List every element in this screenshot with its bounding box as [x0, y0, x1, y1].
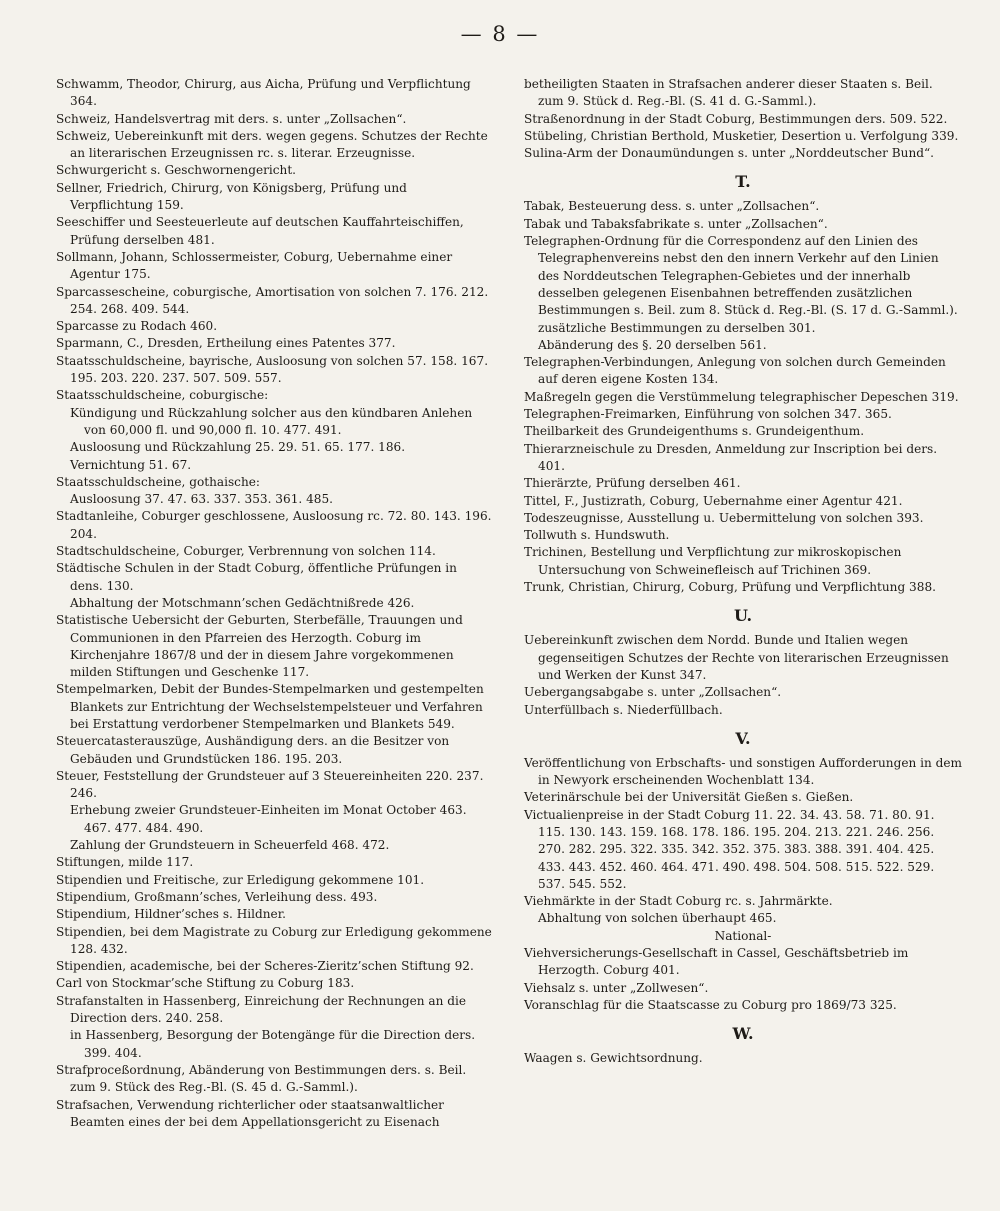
index-entry: Stipendien und Freitische, zur Erledigung gekommene 101. — [56, 872, 425, 887]
section-letter: T. — [735, 172, 751, 192]
index-entry: Stübeling, Christian Berthold, Musketier, Desertion u. Verfolgung 339. — [524, 128, 959, 143]
index-entry: Sparmann, C., Dresden, Ertheilung eines Patentes 377. — [56, 336, 396, 351]
index-entry: Tabak, Besteuerung dess. s. unter „Zollsachen“. — [524, 199, 820, 214]
index-entry: Trichinen, Bestellung und Verpflichtung zur mikroskopischen Untersuchung von Schweinefleisch auf Trichinen 369. — [524, 545, 902, 577]
index-subentry: Zahlung der Grundsteuern in Scheuerfeld 468. 472. — [70, 838, 390, 853]
index-entry: Stipendien, bei dem Magistrate zu Coburg zur Erledigung gekommene 128. 432. — [56, 924, 492, 956]
index-entry: Tittel, F., Justizrath, Coburg, Uebernahme einer Agentur 421. — [524, 493, 903, 508]
index-entry: Staatsschuldscheine, gothaische: — [56, 474, 260, 489]
index-entry: Schweiz, Handelsvertrag mit ders. s. unter „Zollsachen“. — [56, 111, 407, 126]
left-column — [56, 76, 492, 1131]
index-entry: Stadtschuldscheine, Coburger, Verbrennung von solchen 114. — [56, 544, 436, 559]
index-entry: Staatsschuldscheine, bayrische, Ausloosung von solchen 57. 158. 167. 195. 203. 220. 237. 507. 509. 557. — [56, 353, 489, 386]
index-entry: Steuer, Feststellung der Grundsteuer auf 3 Steuereinheiten 220. 237. 246. — [56, 768, 484, 801]
index-entry: Telegraphen-Ordnung für die Correspondenz auf den Linien des Telegraphenvereins nebst den den innern Verkehr auf den Linien des Norddeutschen Telegraphen-Gebietes und der innerhalb desselben gelegenen Eisenbahnen betreffenden zusätzlichen Bestimmungen s. Beil. zum 8. Stück d. Reg.-Bl. (S. 17 d. G.-Samml.). — [524, 234, 958, 318]
index-subentry: Kündigung und Rückzahlung solcher aus den kündbaren Anlehen von 60,000 fl. und 90,000 fl. 10. 477. 491. — [70, 405, 473, 437]
index-subentry: in Hassenberg, Besorgung der Botengänge für die Direction ders. 399. 404. — [70, 1028, 476, 1060]
index-entry: Strafsachen, Verwendung richterlicher oder staatsanwaltlicher Beamten eines der bei dem Appellationsgericht zu Eisenach — [56, 1097, 444, 1129]
index-entry: Victualienpreise in der Stadt Coburg 11. 22. 34. 43. 58. 71. 80. 91. 115. 130. 143. 159. 168. 178. 186. 195. 204. 213. 221. 246. 256. 270. 282. 295. 322. 335. 342. 352. 375. 383. 388. 391. 404. 425. 433. 443. 452. 460. 464. 471. 490. 498. 504. 508. 515. 522. 529. 537. 545. 552. — [524, 807, 935, 891]
index-entry: Stipendium, Hildner’sches s. Hildner. — [56, 907, 286, 922]
index-entry: Viehsalz s. unter „Zollwesen“. — [524, 980, 709, 995]
index-entry: Viehversicherungs-Gesellschaft in Cassel, Geschäftsbetrieb im Herzogth. Coburg 401. — [524, 946, 909, 978]
index-entry: Schwurgericht s. Geschwornengericht. — [56, 163, 297, 178]
index-subentry: zusätzliche Bestimmungen zu derselben 301. — [538, 320, 816, 335]
right-column — [524, 76, 962, 1068]
index-entry: Stempelmarken, Debit der Bundes-Stempelmarken und gestempelten Blankets zur Entrichtung der Wechselstempelsteuer und Verfahren bei Erstattung verdorbener Stempelmarken und Blankets 549. — [56, 682, 484, 731]
index-entry: Straßenordnung in der Stadt Coburg, Bestimmungen ders. 509. 522. — [524, 111, 948, 126]
index-subentry: Abhaltung von solchen überhaupt 465. — [538, 911, 777, 926]
index-entry: Todeszeugnisse, Ausstellung u. Uebermittelung von solchen 393. — [524, 510, 924, 525]
index-entry: Theilbarkeit des Grundeigenthums s. Grundeigenthum. — [524, 424, 865, 439]
index-entry: Steuercatasterauszüge, Aushändigung ders. an die Besitzer von Gebäuden und Grundstücken 186. 195. 203. — [56, 734, 450, 766]
index-entry: Sulina-Arm der Donaumündungen s. unter „Norddeutscher Bund“. — [524, 146, 935, 161]
index-entry: Telegraphen-Verbindungen, Anlegung von solchen durch Gemeinden auf deren eigene Kosten 134. — [524, 355, 946, 387]
index-entry: Voranschlag für die Staatscasse zu Coburg pro 1869/73 325. — [524, 997, 897, 1012]
index-entry: Uebergangsabgabe s. unter „Zollsachen“. — [524, 685, 782, 700]
index-entry: Sparcassescheine, coburgische, Amortisation von solchen 7. 176. 212. 254. 268. 409. 544. — [56, 284, 489, 316]
index-entry: Tollwuth s. Hundswuth. — [524, 528, 670, 543]
index-entry: Schweiz, Uebereinkunft mit ders. wegen gegens. Schutzes der Rechte an literarischen Erzeugnissen rc. s. literar. Erzeugnisse. — [56, 128, 488, 161]
index-subentry: Ausloosung 37. 47. 63. 337. 353. 361. 485. — [70, 492, 334, 507]
index-entry: Statistische Uebersicht der Geburten, Sterbefälle, Trauungen und Communionen in den Pfarreien des Herzogth. Coburg im Kirchenjahre 1867/8 und der in diesem Jahre vorgekommenen milden Stiftungen und Geschenke 117. — [56, 613, 463, 680]
index-entry: Carl von Stockmar’sche Stiftung zu Coburg 183. — [56, 976, 355, 991]
index-entry: Strafanstalten in Hassenberg, Einreichung der Rechnungen an die Direction ders. 240. 258. — [56, 993, 467, 1026]
index-entry: Uebereinkunft zwischen dem Nordd. Bunde und Italien wegen gegenseitigen Schutzes der Rechte von literarischen Erzeugnissen und Werken der Kunst 347. — [524, 633, 949, 682]
index-subentry: Abänderung des §. 20 derselben 561. — [538, 337, 767, 352]
index-entry: Unterfüllbach s. Niederfüllbach. — [524, 702, 723, 717]
index-entry: Stiftungen, milde 117. — [56, 855, 194, 870]
index-entry: Städtische Schulen in der Stadt Coburg, öffentliche Prüfungen in dens. 130. — [56, 561, 457, 593]
index-entry: Veröffentlichung von Erbschafts- und sonstigen Aufforderungen in dem in Newyork erscheinenden Wochenblatt 134. — [524, 755, 962, 788]
index-subentry: Vernichtung 51. 67. — [70, 457, 192, 472]
index-entry: National- — [714, 928, 772, 943]
index-entry: Sollmann, Johann, Schlossermeister, Coburg, Uebernahme einer Agentur 175. — [56, 249, 453, 282]
index-entry: Sellner, Friedrich, Chirurg, von Königsberg, Prüfung und Verpflichtung 159. — [56, 180, 407, 213]
index-entry: Trunk, Christian, Chirurg, Coburg, Prüfung und Verpflichtung 388. — [524, 580, 936, 595]
index-entry: Tabak und Tabaksfabrikate s. unter „Zollsachen“. — [524, 216, 828, 231]
index-entry: Waagen s. Gewichtsordnung. — [524, 1051, 703, 1066]
index-entry: Strafproceßordnung, Abänderung von Bestimmungen ders. s. Beil. zum 9. Stück des Reg.-Bl. (S. 45 d. G.-Samml.). — [56, 1062, 467, 1095]
index-entry: Maßregeln gegen die Verstümmelung telegraphischer Depeschen 319. — [524, 389, 959, 404]
index-subentry: Erhebung zweier Grundsteuer-Einheiten im Monat October 463. 467. 477. 484. 490. — [70, 803, 467, 835]
section-letter: U. — [733, 606, 753, 626]
index-entry: Seeschiffer und Seesteuerleute auf deutschen Kauffahrteischiffen, Prüfung derselben 481. — [56, 215, 464, 247]
index-entry: Staatsschuldscheine, coburgische: — [56, 388, 269, 403]
index-entry: Schwamm, Theodor, Chirurg, aus Aicha, Prüfung und Verpflichtung 364. — [56, 77, 471, 109]
index-entry: betheiligten Staaten in Strafsachen anderer dieser Staaten s. Beil. zum 9. Stück d. Reg.-Bl. (S. 41 d. G.-Samml.). — [524, 77, 933, 109]
section-letter: V. — [735, 728, 751, 748]
index-entry: Stipendien, academische, bei der Scheres-Zieritz’schen Stiftung 92. — [56, 959, 474, 974]
index-entry: Veterinärschule bei der Universität Gießen s. Gießen. — [524, 790, 854, 805]
index-entry: Stipendium, Großmann’sches, Verleihung dess. 493. — [56, 889, 378, 904]
section-letter: W. — [732, 1024, 754, 1044]
index-entry: Stadtanleihe, Coburger geschlossene, Ausloosung rc. 72. 80. 143. 196. 204. — [56, 509, 492, 541]
index-entry: Viehmärkte in der Stadt Coburg rc. s. Jahrmärkte. — [524, 894, 833, 909]
index-subentry: Abhaltung der Motschmann’schen Gedächtnißrede 426. — [70, 595, 415, 610]
page-number: — 8 — — [460, 22, 540, 46]
index-entry: Sparcasse zu Rodach 460. — [56, 319, 218, 334]
index-entry: Telegraphen-Freimarken, Einführung von solchen 347. 365. — [524, 407, 892, 422]
index-subentry: Ausloosung und Rückzahlung 25. 29. 51. 65. 177. 186. — [70, 440, 406, 455]
index-entry: Thierarzneischule zu Dresden, Anmeldung zur Inscription bei ders. 401. — [524, 441, 938, 473]
index-entry: Thierärzte, Prüfung derselben 461. — [524, 476, 741, 491]
